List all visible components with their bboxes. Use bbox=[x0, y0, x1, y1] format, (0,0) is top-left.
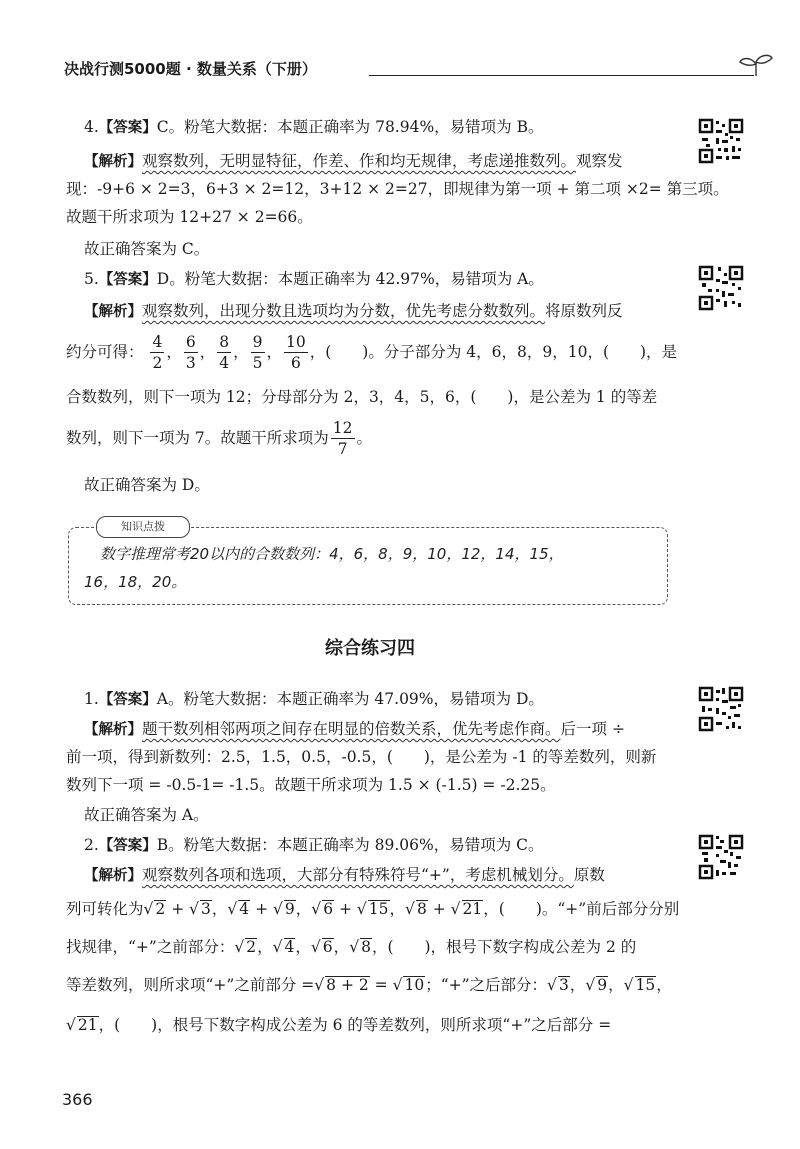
p2-analysis-rest: 原数 bbox=[573, 866, 605, 884]
fraction-numerator: 6 bbox=[184, 335, 198, 354]
sqrt-icon: √ bbox=[623, 976, 634, 994]
p1-analysis-rest: 后一项 ÷ bbox=[560, 720, 625, 738]
q4-line-3: 故题干所求项为 12+27 × 2=66。 bbox=[66, 208, 313, 226]
sqrt-icon: √ bbox=[585, 976, 596, 994]
running-header bbox=[64, 58, 764, 86]
sqrt-icon: √ bbox=[310, 938, 321, 956]
fraction bbox=[331, 418, 355, 458]
q5-line-2: 约分可得： $\frac{4}{2}$ ， $\frac{6}{3}$ ， $\frac{8}{4}$ ， $\frac{9}{5}$ ， $\frac{10}{6}$ ，( )。分子部分为 4，6，8，9，10，( )，是 bbox=[66, 332, 678, 372]
sqrt-icon: √ bbox=[234, 938, 245, 956]
q5-conclusion: 故正确答案为 D。 bbox=[84, 476, 210, 494]
radicand: 15 bbox=[635, 976, 656, 994]
p1-answer-text: A。粉笔大数据：本题正确率为 47.09%，易错项为 D。 bbox=[156, 690, 544, 708]
q5-line-4-prefix: 数列，则下一项为 7。故题干所求项为 bbox=[66, 429, 329, 447]
radicand: 10 bbox=[404, 976, 425, 994]
q4-analysis-tag: 【解析】 bbox=[84, 154, 142, 170]
fraction-denominator: 3 bbox=[185, 354, 196, 372]
sprout-icon bbox=[736, 52, 776, 78]
radicand: 21 bbox=[462, 900, 483, 918]
q5-analysis-rest: 将原数列反 bbox=[545, 302, 623, 320]
p2-line-4-prefix: 等差数列，则所求项“+”之前部分 = bbox=[66, 976, 315, 994]
page-number: 366 bbox=[62, 1090, 93, 1109]
qr-code-icon[interactable] bbox=[698, 265, 744, 311]
p2-line-4-after: ；“+”之后部分： bbox=[425, 976, 548, 994]
p1-analysis-tag: 【解析】 bbox=[84, 722, 142, 738]
tip-line-2: 16，18，20。 bbox=[84, 573, 187, 591]
sqrt-icon: √ bbox=[405, 900, 415, 918]
fraction-numerator: 9 bbox=[251, 335, 265, 354]
qr-code-icon[interactable] bbox=[698, 686, 744, 732]
radicand: 9 bbox=[284, 900, 295, 918]
sqrt-icon: √ bbox=[66, 1016, 76, 1034]
fraction-denominator: 5 bbox=[252, 354, 263, 372]
sqrt-icon: √ bbox=[314, 976, 325, 994]
p2-analysis-highlight: 观察数列各项和选项，大部分有特殊符号“+”，考虑机械划分。 bbox=[142, 866, 574, 884]
q4-answer-text: C。粉笔大数据：本题正确率为 78.94%，易错项为 B。 bbox=[156, 118, 544, 136]
sqrt-icon: √ bbox=[392, 976, 403, 994]
q5-analysis-highlight: 观察数列，出现分数且选项均为分数，优先考虑分数数列。 bbox=[142, 302, 546, 320]
radicand: 4 bbox=[284, 938, 295, 956]
sqrt-icon: √ bbox=[311, 900, 322, 918]
p2-line-5-suffix: ，( )，根号下数字构成公差为 6 的等差数列，则所求项“+”之后部分 = bbox=[98, 1016, 612, 1034]
q5-line-4-suffix: 。 bbox=[356, 429, 373, 447]
fraction-numerator: 12 bbox=[331, 421, 355, 440]
q5-answer-tag: 【答案】 bbox=[98, 272, 157, 288]
fraction bbox=[251, 332, 265, 372]
p1-line-3: 数列下一项 = -0.5-1= -1.5。故题干所求项为 1.5 × (-1.5) = -2.25。 bbox=[66, 776, 556, 794]
sqrt-icon: √ bbox=[227, 900, 238, 918]
fraction bbox=[217, 332, 231, 372]
p1-answer-tag: 【答案】 bbox=[98, 692, 157, 708]
p2-line-2: 列可转化为√ 2 + √ 3，√ 4 + √ 9，√ 6 + √ 15，√ 8 + √ 21，( )。“+”前后部分分别 bbox=[66, 900, 680, 918]
q4-number: 4. bbox=[84, 118, 99, 136]
q5-line-3: 合数数列，则下一项为 12；分母部分为 2，3，4，5，6，( )，是公差为 1 的等差 bbox=[66, 388, 658, 406]
qr-code-icon[interactable] bbox=[698, 834, 744, 880]
fraction bbox=[150, 332, 164, 372]
fraction-numerator: 10 bbox=[284, 335, 308, 354]
sqrt-icon: √ bbox=[547, 976, 557, 994]
fraction-denominator: 7 bbox=[337, 440, 348, 458]
p2-analysis-line bbox=[84, 858, 680, 893]
fraction-numerator: 4 bbox=[150, 335, 164, 354]
radicand: 6 bbox=[322, 938, 333, 956]
p2-analysis-tag: 【解析】 bbox=[84, 868, 142, 884]
q5-line-2-suffix: ，( )。分子部分为 4，6，8，9，10，( )，是 bbox=[309, 343, 678, 361]
fraction-denominator: 6 bbox=[290, 354, 301, 372]
sqrt-icon: √ bbox=[273, 900, 283, 918]
fraction bbox=[184, 332, 198, 372]
fraction bbox=[284, 332, 308, 372]
book-title: 决战行测5000题 · 数量关系（下册） bbox=[64, 60, 317, 78]
qr-code-icon[interactable] bbox=[698, 118, 744, 164]
q4-answer-line bbox=[84, 110, 680, 145]
radicand: 3 bbox=[201, 900, 211, 918]
radicand: 2 bbox=[155, 900, 166, 918]
p2-line-4: 等差数列，则所求项“+”之前部分 =√ 8 + 2 = √ 10；“+”之后部分：√ 3，√ 9，√ 15， bbox=[66, 976, 672, 994]
q5-answer-text: D。粉笔大数据：本题正确率为 42.97%，易错项为 A。 bbox=[156, 270, 544, 288]
p2-line-5 bbox=[66, 1008, 662, 1042]
p2-answer-tag: 【答案】 bbox=[98, 838, 157, 854]
p1-analysis-highlight: 题干数列相邻两项之间存在明显的倍数关系，优先考虑作商。 bbox=[142, 720, 561, 738]
p2-line-3-suffix: ，( )，根号下数字构成公差为 2 的 bbox=[371, 938, 637, 956]
header-rule bbox=[369, 75, 754, 76]
q5-number: 5. bbox=[84, 270, 99, 288]
q4-line-2: 现：-9+6 × 2=3，6+3 × 2=12，3+12 × 2=27，即规律为第一项 + 第二项 ×2= 第三项。 bbox=[66, 180, 729, 198]
section-title: 综合练习四 bbox=[325, 638, 415, 659]
fraction-denominator: 2 bbox=[152, 354, 163, 372]
p1-line-2: 前一项，得到新数列：2.5，1.5，0.5，-0.5，( )，是公差为 -1 的等差数列，则新 bbox=[66, 748, 657, 766]
q4-analysis-rest: 观察发 bbox=[576, 152, 623, 170]
q5-line-4 bbox=[66, 418, 662, 458]
radicand: 6 bbox=[323, 900, 334, 918]
radicand: 21 bbox=[77, 1016, 98, 1034]
radicand: 8 + 2 bbox=[326, 976, 369, 994]
tip-badge: 知识点拨 bbox=[96, 516, 190, 538]
q5-answer-line bbox=[84, 262, 680, 297]
p2-line-2-prefix: 列可转化为 bbox=[66, 900, 144, 918]
q5-line-2-prefix: 约分可得： bbox=[66, 343, 144, 361]
sqrt-icon: √ bbox=[143, 900, 154, 918]
sqrt-icon: √ bbox=[450, 900, 461, 918]
radicand: 9 bbox=[597, 976, 608, 994]
q4-conclusion: 故正确答案为 C。 bbox=[84, 240, 210, 258]
radicand: 8 bbox=[361, 938, 371, 956]
q5-analysis-tag: 【解析】 bbox=[84, 304, 142, 320]
radicand: 8 bbox=[416, 900, 427, 918]
q5-analysis-line bbox=[84, 294, 680, 329]
equals: = bbox=[369, 976, 393, 994]
p1-number: 1. bbox=[84, 690, 99, 708]
radicand: 4 bbox=[239, 900, 250, 918]
q4-answer-tag: 【答案】 bbox=[98, 120, 157, 136]
p2-line-3: 找规律，“+”之前部分：√ 2，√ 4，√ 6，√ 8，( )，根号下数字构成公差为 2 的 bbox=[66, 938, 637, 956]
sqrt-icon: √ bbox=[356, 900, 367, 918]
tip-line-1: 数字推理常考20以内的合数数列：4，6，8，9，10，12，14，15， bbox=[100, 545, 564, 563]
p2-number: 2. bbox=[84, 836, 99, 854]
q4-analysis-highlight: 观察数列，无明显特征，作差、作和均无规律，考虑递推数列。 bbox=[142, 152, 577, 170]
sqrt-icon: √ bbox=[272, 938, 283, 956]
radicand: 15 bbox=[368, 900, 389, 918]
p2-answer-text: B。粉笔大数据：本题正确率为 89.06%，易错项为 C。 bbox=[156, 836, 544, 854]
fraction-numerator: 8 bbox=[217, 335, 231, 354]
radicand: 3 bbox=[558, 976, 569, 994]
sqrt-icon: √ bbox=[189, 900, 200, 918]
sqrt-icon: √ bbox=[349, 938, 360, 956]
radicand: 2 bbox=[246, 938, 257, 956]
fraction-denominator: 4 bbox=[219, 354, 230, 372]
p1-conclusion: 故正确答案为 A。 bbox=[84, 806, 209, 824]
p2-line-2-suffix: ，( )。“+”前后部分分别 bbox=[483, 900, 680, 918]
p2-line-3-prefix: 找规律，“+”之前部分： bbox=[66, 938, 235, 956]
